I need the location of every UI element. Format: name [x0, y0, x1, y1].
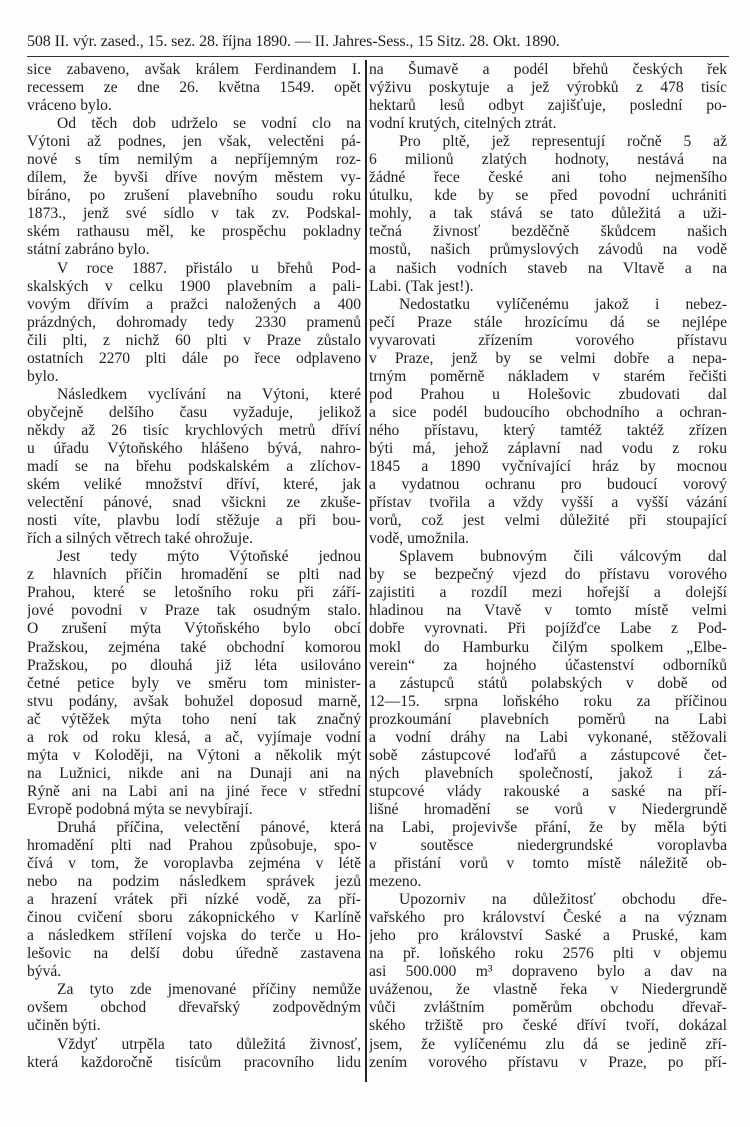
- paragraph: [27, 1036, 361, 1072]
- text-line: a rok od roku klesá, a ač, vyjímaje vodní: [27, 728, 361, 746]
- text-line: stupcové vlády rakouské a saské na pří-: [369, 782, 727, 800]
- text-line: na Labi, projevivše přání, že by měla býti: [369, 818, 727, 836]
- text-line: a našich vodních staveb na Vltavě a na: [369, 259, 727, 277]
- text-line: Za tyto zde jmenované příčiny nemůže: [57, 981, 361, 999]
- running-header: [27, 33, 729, 51]
- text-line: 12—15. srpna loňského roku za příčinou: [369, 692, 727, 710]
- text-line: činou cvičení sboru zákopnického v Karlíně: [27, 909, 361, 927]
- text-line: Rýně ani na Labi ani na jiné řece v střední: [27, 782, 361, 800]
- text-line: Evropě podobná mýta se nevybírají.: [27, 800, 253, 818]
- text-line: ných plavebních společností, jakož i zá-: [369, 764, 727, 782]
- text-line: sice zabaveno, avšak králem Ferdinandem I.: [27, 61, 361, 78]
- text-line: čívá v tom, že voroplavba zejména v létě: [27, 855, 361, 873]
- text-line: asi 500.000 m³ dopraveno bylo a dav na: [369, 963, 727, 981]
- text-line: Labi. (Tak jest!).: [369, 277, 474, 295]
- text-line: která každoročně tisícům pracovního lidu: [27, 1053, 361, 1071]
- text-line: zením vorového přístavu v Praze, po pří-: [369, 1053, 727, 1071]
- left-column: [27, 61, 361, 1072]
- paragraph: [27, 61, 361, 115]
- text-line: bývá.: [27, 963, 62, 981]
- paragraph: [27, 548, 361, 819]
- text-line: čili plti, z nichž 60 plti v Praze zůstalo: [27, 331, 361, 349]
- text-line: ském rathausu měl, ke prospěchu pokladny: [27, 223, 361, 241]
- text-line: ostatních 2270 plti dále po řece odplaveno: [27, 349, 361, 367]
- text-line: lešovic na delší dobu úředně zastavena: [27, 945, 361, 963]
- text-line: vodní krutých, citelných ztrát.: [369, 115, 557, 133]
- text-line: 6 milionů zlatých hodnoty, nestává na: [369, 151, 727, 169]
- text-line: ského tržiště pro české dříví tvoří, dokázal: [369, 1017, 727, 1035]
- text-line: 1845 a 1890 vyčnívající hráz by mocnou: [369, 458, 727, 476]
- text-line: skalských v celku 1900 plavebním a pali-: [27, 277, 361, 295]
- text-line: a přistání vorů v tomto místě náležitě ob-: [369, 855, 727, 873]
- header-german: II. Jahres-Sess., 15 Sitz. 28. Okt. 1890.: [314, 33, 560, 50]
- text-line: mezeno.: [369, 873, 422, 891]
- text-line: hektarů lesů odbyt zajišťuje, poslední po-: [369, 97, 727, 115]
- text-line: bíráno, po zrušení plavebního soudu roku: [27, 187, 361, 205]
- text-line: na Lužnici, nikde ani na Dunaji ani na: [27, 764, 361, 782]
- text-line: a hrazení vrátek při nízké vodě, za pří-: [27, 891, 361, 909]
- text-line: a zástupců států polabských v době od: [369, 674, 727, 692]
- text-line: V roce 1887. přistálo u břehů Pod-: [57, 259, 361, 277]
- text-line: a vydatnou ochranu pro budoucí vorový: [369, 476, 727, 494]
- text-line: Upozorniv na důležitosť obchodu dře-: [399, 891, 727, 909]
- paragraph: [27, 260, 361, 386]
- text-line: Prahou, které se letošního roku při září-: [27, 584, 361, 602]
- text-line: ač výtěžek mýta toho není tak značný: [27, 710, 361, 728]
- text-line: mostů, našich průmyslových závodů na vodě: [369, 241, 727, 259]
- text-line: na př. loňského roku 2576 plti v objemu: [369, 945, 727, 963]
- column-divider: [365, 60, 367, 1082]
- paragraph: [27, 819, 361, 981]
- text-line: Pražskou, zejména také obchodní komorou: [27, 638, 361, 656]
- text-line: jeho pro království Saské a Pruské, kam: [369, 927, 727, 945]
- text-line: ovšem obchod dřevařský zodpovědným: [27, 999, 361, 1017]
- text-line: vráceno bylo.: [27, 97, 112, 115]
- text-line: v soutěsce niedergrundské voroplavba: [369, 837, 727, 855]
- text-line: Vždyť utrpěla tato důležitá živnosť,: [57, 1035, 361, 1053]
- text-line: verein“ za hojného účastenství odborníků: [369, 656, 727, 674]
- text-line: z hlavních příčin hromadění se plti nad: [27, 566, 361, 584]
- text-line: dobře vyrovnati. Při pojížďce Labe z Pod-: [369, 620, 727, 638]
- text-line: Výtoni až podnes, jen však, velectěni pá-: [27, 133, 361, 151]
- text-line: v Praze, jenž by se velmi dobře a nepa-: [369, 349, 727, 367]
- right-column: [369, 61, 727, 1072]
- text-line: u úřadu Výtoňského hlášeno bývá, nahro-: [27, 439, 361, 457]
- text-line: nosti víte, plavbu lodí stěžuje a při bou-: [27, 512, 361, 530]
- text-line: Nedostatku vylíčenému jakož i nebez-: [399, 295, 727, 313]
- header-dash: —: [294, 33, 311, 50]
- text-line: někdy až 26 tisíc krychlových metrů dříví: [27, 421, 361, 439]
- text-line: prozkoumání plavebních poměrů na Labi: [369, 710, 727, 728]
- text-line: dílem, že byvši dříve novým městem vy-: [27, 169, 361, 187]
- text-line: jové povodni v Praze tak osudným stalo.: [27, 602, 361, 620]
- paragraph: [369, 296, 727, 549]
- paragraph: [27, 386, 361, 548]
- text-line: pečí Praze stále hrozícímu dá se nejlépe: [369, 313, 727, 331]
- text-line: vařského pro království České a na význam: [369, 909, 727, 927]
- paragraph: [369, 133, 727, 295]
- paragraph: [27, 981, 361, 1035]
- text-line: madí se na břehu podskalském a zlíchov-: [27, 458, 361, 476]
- text-line: Druhá příčina, velectění pánové, která: [57, 818, 361, 836]
- text-line: četné petice byly ve směru tom minister-: [27, 674, 361, 692]
- text-line: O zrušení mýta Výtoňského bylo obcí: [27, 620, 361, 638]
- text-line: uváženou, že vlastně řeka v Niedergrundě: [369, 981, 727, 999]
- text-line: vorů, což jest velmi důležité při stoupající: [369, 512, 727, 530]
- text-line: velectění pánové, snad všickni ze zkuše-: [27, 494, 361, 512]
- text-line: vůči zvláštním poměrům obchodu dřevař-: [369, 999, 727, 1017]
- text-line: Pro pltě, jež representují ročně 5 až: [399, 133, 727, 151]
- text-line: Splavem bubnovým čili válcovým dal: [399, 548, 727, 566]
- paragraph: [369, 61, 727, 133]
- text-line: tečná živnosť bezděčně škůdcem našich: [369, 223, 727, 241]
- text-line: obyčejně delšího času vyžaduje, jelikož: [27, 403, 361, 421]
- text-line: Jest tedy mýto Výtoňské jednou: [57, 548, 361, 566]
- text-line: výživu poskytuje a jež výrobků z 478 tisíc: [369, 79, 727, 97]
- text-line: bylo.: [27, 367, 59, 385]
- header-czech: 508 II. výr. zased., 15. sez. 28. října 1890.: [27, 33, 291, 50]
- text-line: mokl do Hamburku čilým spolkem „Elbe-: [369, 638, 727, 656]
- header-rule: [27, 56, 729, 57]
- text-line: 1873., jenž své sídlo v tak zv. Podskal-: [27, 205, 361, 223]
- text-line: zajistiti a rozdíl mezi hořejší a dolejší: [369, 584, 727, 602]
- text-line: sobě zástupcové loďařů a zástupcové čet-: [369, 746, 727, 764]
- text-line: mýta v Koloději, na Výtoni a několik mýt: [27, 746, 361, 764]
- text-line: stvu podány, avšak bohužel doposud marně,: [27, 692, 361, 710]
- text-line: jsem, že vylíčenému zlu dá se jedině zří-: [369, 1035, 727, 1053]
- text-line: hladinou na Vtavě v tomto místě velmi: [369, 602, 727, 620]
- text-line: a vodní dráhy na Labi vykonané, stěžovali: [369, 728, 727, 746]
- text-line: útulku, kde by se před povodní uchrániti: [369, 187, 727, 205]
- text-line: a následkem střílení vojska do terče u Ho-: [27, 927, 361, 945]
- text-line: mohly, a tak stává se tato důležitá a uži-: [369, 205, 727, 223]
- text-line: a sice podél budoucího obchodního a ochran-: [369, 403, 727, 421]
- text-line: prázdných, dohromady tedy 2330 pramenů: [27, 313, 361, 331]
- text-line: Pražskou, po dlouhá již léta usilováno: [27, 656, 361, 674]
- text-line: na Šumavě a podél břehů českých řek: [369, 61, 727, 78]
- text-line: Následkem vyclívání na Výtoni, které: [57, 385, 361, 403]
- text-line: učiněn býti.: [27, 1017, 101, 1035]
- text-line: ském veliké množství dříví, které, jak: [27, 476, 361, 494]
- text-line: řích a silných větrech také ohrožuje.: [27, 530, 254, 548]
- text-line: Od těch dob udrželo se vodní clo na: [57, 115, 361, 133]
- text-line: pod Prahou u Holešovic zbudovati dal: [369, 385, 727, 403]
- text-line: ného přístavu, který tamtéž taktéž zřízen: [369, 421, 727, 439]
- text-line: trným poměrně nákladem v starém řečišti: [369, 367, 727, 385]
- text-line: hromadění plti nad Prahou způsobuje, spo-: [27, 837, 361, 855]
- text-line: lišné hromadění se vorů v Niedergrundě: [369, 800, 727, 818]
- paragraph: [27, 115, 361, 259]
- text-line: žádné řece české ani toho nejmenšího: [369, 169, 727, 187]
- text-line: vyvarovati zřízením vorového přístavu: [369, 331, 727, 349]
- text-line: vovým dřívím a pražci naložených a 400: [27, 295, 361, 313]
- text-line: nebo na podzim následkem správek jezů: [27, 873, 361, 891]
- text-line: státní zabráno bylo.: [27, 241, 150, 259]
- text-line: nové s tím nemilým a nepříjemným roz-: [27, 151, 361, 169]
- paragraph: [369, 891, 727, 1071]
- text-line: býti má, jehož záplavní nad vodu z roku: [369, 439, 727, 457]
- text-line: vodě, umožnila.: [369, 530, 470, 548]
- paragraph: [369, 548, 727, 891]
- text-line: recessem ze dne 26. května 1549. opět: [27, 79, 361, 97]
- text-line: přístav tvořila a vždy vyšší a vyšší vázání: [369, 494, 727, 512]
- text-line: by se bezpečný vjezd do přístavu vorového: [369, 566, 727, 584]
